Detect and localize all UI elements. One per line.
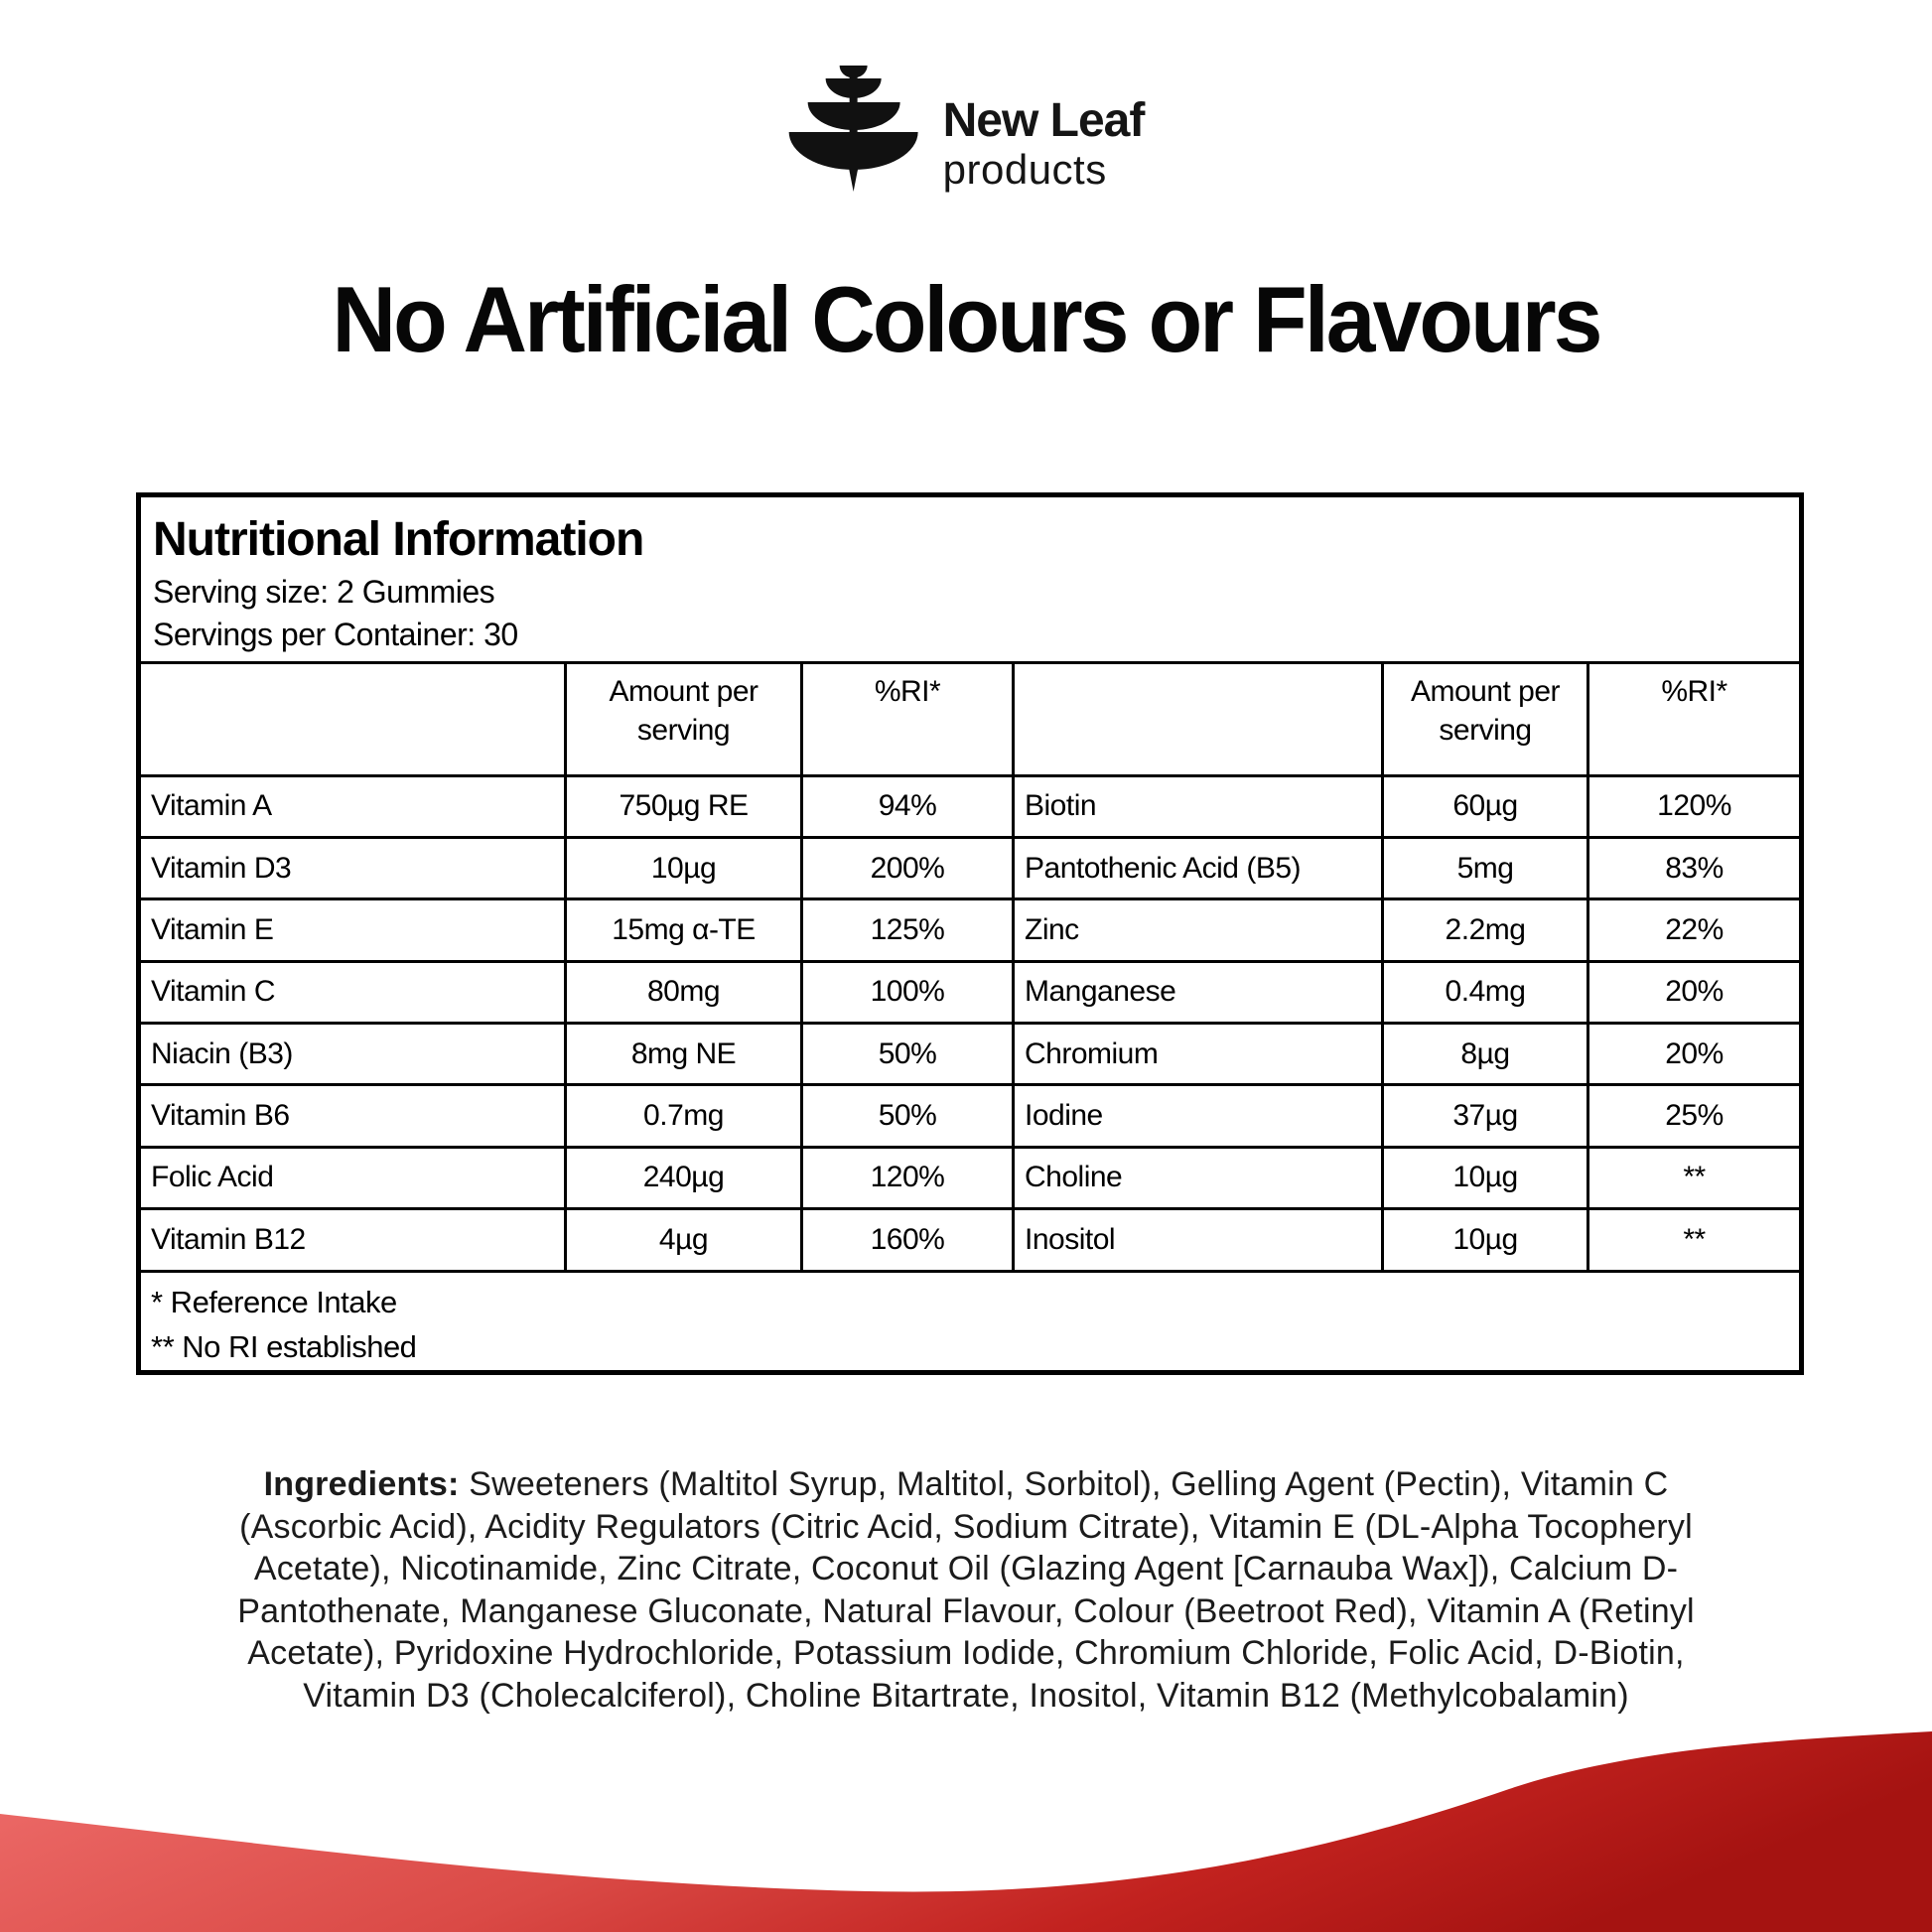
nutrient-name-cell: Folic Acid: [139, 1147, 566, 1208]
nutrient-name-cell: Pantothenic Acid (B5): [1014, 838, 1383, 899]
nutrient-name-cell: Iodine: [1014, 1085, 1383, 1147]
nutrient-name-cell: Vitamin A: [139, 775, 566, 837]
nutrient-name-cell: Vitamin E: [139, 899, 566, 961]
nutrient-name-cell: Zinc: [1014, 899, 1383, 961]
amount-cell: 240µg: [566, 1147, 802, 1208]
amount-cell: 10µg: [1383, 1209, 1588, 1271]
table-title-cell: [139, 495, 1802, 663]
stacked-leaf-tree-icon: [788, 66, 919, 195]
amount-cell: 8µg: [1383, 1024, 1588, 1085]
amount-cell: 5mg: [1383, 838, 1588, 899]
table-row: [139, 961, 1802, 1023]
amount-per-serving-header: Amount per serving: [566, 662, 802, 775]
ri-cell: **: [1588, 1209, 1802, 1271]
nutrient-name-cell: Inositol: [1014, 1209, 1383, 1271]
amount-cell: 60µg: [1383, 775, 1588, 837]
table-row: [139, 1024, 1802, 1085]
footnote-row: [139, 1271, 1802, 1372]
amount-cell: 750µg RE: [566, 775, 802, 837]
nutrient-header-blank: [1014, 662, 1383, 775]
nutrient-name-cell: Biotin: [1014, 775, 1383, 837]
table-row: [139, 1085, 1802, 1147]
footnote-cell: [139, 1271, 1802, 1372]
nutrient-header-blank: [139, 662, 566, 775]
footnote-no-ri: ** No RI established: [151, 1328, 417, 1364]
ri-cell: 25%: [1588, 1085, 1802, 1147]
ingredients-paragraph: [221, 1463, 1711, 1717]
amount-cell: 10µg: [566, 838, 802, 899]
ri-cell: 20%: [1588, 1024, 1802, 1085]
amount-cell: 37µg: [1383, 1085, 1588, 1147]
nutrient-name-cell: Choline: [1014, 1147, 1383, 1208]
amount-cell: 80mg: [566, 961, 802, 1023]
brand-name: [942, 94, 1145, 193]
ri-cell: 20%: [1588, 961, 1802, 1023]
table-row: [139, 775, 1802, 837]
table-title-row: [139, 495, 1802, 663]
brand-logo: [788, 66, 1145, 195]
ingredients-text: Sweeteners (Maltitol Syrup, Maltitol, Sorbitol), Gelling Agent (Pectin), Vitamin C (Ascorbic Acid), Acidity Regulators (Citric Acid, Sodium Citrate), Vitamin E (DL-Alpha Tocopheryl Acetate), Nicotinamide, Zinc Citrate, Coconut Oil (Glazing Agent [Carnauba Wax]), Calcium D-Pantothenate, Manganese Gluconate, Natural Flavour, Colour (Beetroot Red), Vitamin A (Retinyl Acetate), Pyridoxine Hydrochloride, Potassium Iodide, Chromium Chloride, Folic Acid, D-Biotin, Vitamin D3 (Cholecalciferol), Choline Bitartrate, Inositol, Vitamin B12 (Methylcobalamin): [237, 1465, 1695, 1715]
ri-header: %RI*: [1588, 662, 1802, 775]
amount-cell: 0.7mg: [566, 1085, 802, 1147]
amount-cell: 4µg: [566, 1209, 802, 1271]
ri-cell: 160%: [802, 1209, 1014, 1271]
ri-cell: **: [1588, 1147, 1802, 1208]
footnote-reference-intake: * Reference Intake: [151, 1284, 397, 1319]
amount-cell: 0.4mg: [1383, 961, 1588, 1023]
ri-header: %RI*: [802, 662, 1014, 775]
amount-per-serving-header: Amount per serving: [1383, 662, 1588, 775]
ri-cell: 125%: [802, 899, 1014, 961]
brand-name-bottom: products: [942, 146, 1107, 193]
brand-name-top: New Leaf: [942, 94, 1145, 147]
amount-cell: 15mg α-TE: [566, 899, 802, 961]
nutrient-name-cell: Chromium: [1014, 1024, 1383, 1085]
ri-cell: 120%: [1588, 775, 1802, 837]
page-title: No Artificial Colours or Flavours: [332, 267, 1600, 371]
serving-size: Serving size: 2 Gummies: [153, 573, 495, 610]
ingredients-label: Ingredients:: [263, 1465, 460, 1503]
nutrient-name-cell: Niacin (B3): [139, 1024, 566, 1085]
ri-cell: 94%: [802, 775, 1014, 837]
table-row: [139, 1147, 1802, 1208]
table-body: [139, 775, 1802, 1271]
nutrition-table: [136, 492, 1804, 1375]
column-header-row: [139, 662, 1802, 775]
table-row: [139, 838, 1802, 899]
table-row: [139, 1209, 1802, 1271]
ri-cell: 100%: [802, 961, 1014, 1023]
servings-per-container: Servings per Container: 30: [153, 616, 518, 652]
ri-cell: 120%: [802, 1147, 1014, 1208]
nutrient-name-cell: Vitamin D3: [139, 838, 566, 899]
ri-cell: 200%: [802, 838, 1014, 899]
amount-cell: 2.2mg: [1383, 899, 1588, 961]
red-wave-graphic: [0, 1704, 1932, 1932]
nutrient-name-cell: Vitamin B12: [139, 1209, 566, 1271]
amount-cell: 8mg NE: [566, 1024, 802, 1085]
nutrient-name-cell: Vitamin B6: [139, 1085, 566, 1147]
nutrient-name-cell: Vitamin C: [139, 961, 566, 1023]
amount-cell: 10µg: [1383, 1147, 1588, 1208]
nutrient-name-cell: Manganese: [1014, 961, 1383, 1023]
nutrition-info-title: Nutritional Information: [153, 512, 644, 566]
ri-cell: 50%: [802, 1085, 1014, 1147]
ri-cell: 50%: [802, 1024, 1014, 1085]
ri-cell: 22%: [1588, 899, 1802, 961]
table-row: [139, 899, 1802, 961]
ri-cell: 83%: [1588, 838, 1802, 899]
